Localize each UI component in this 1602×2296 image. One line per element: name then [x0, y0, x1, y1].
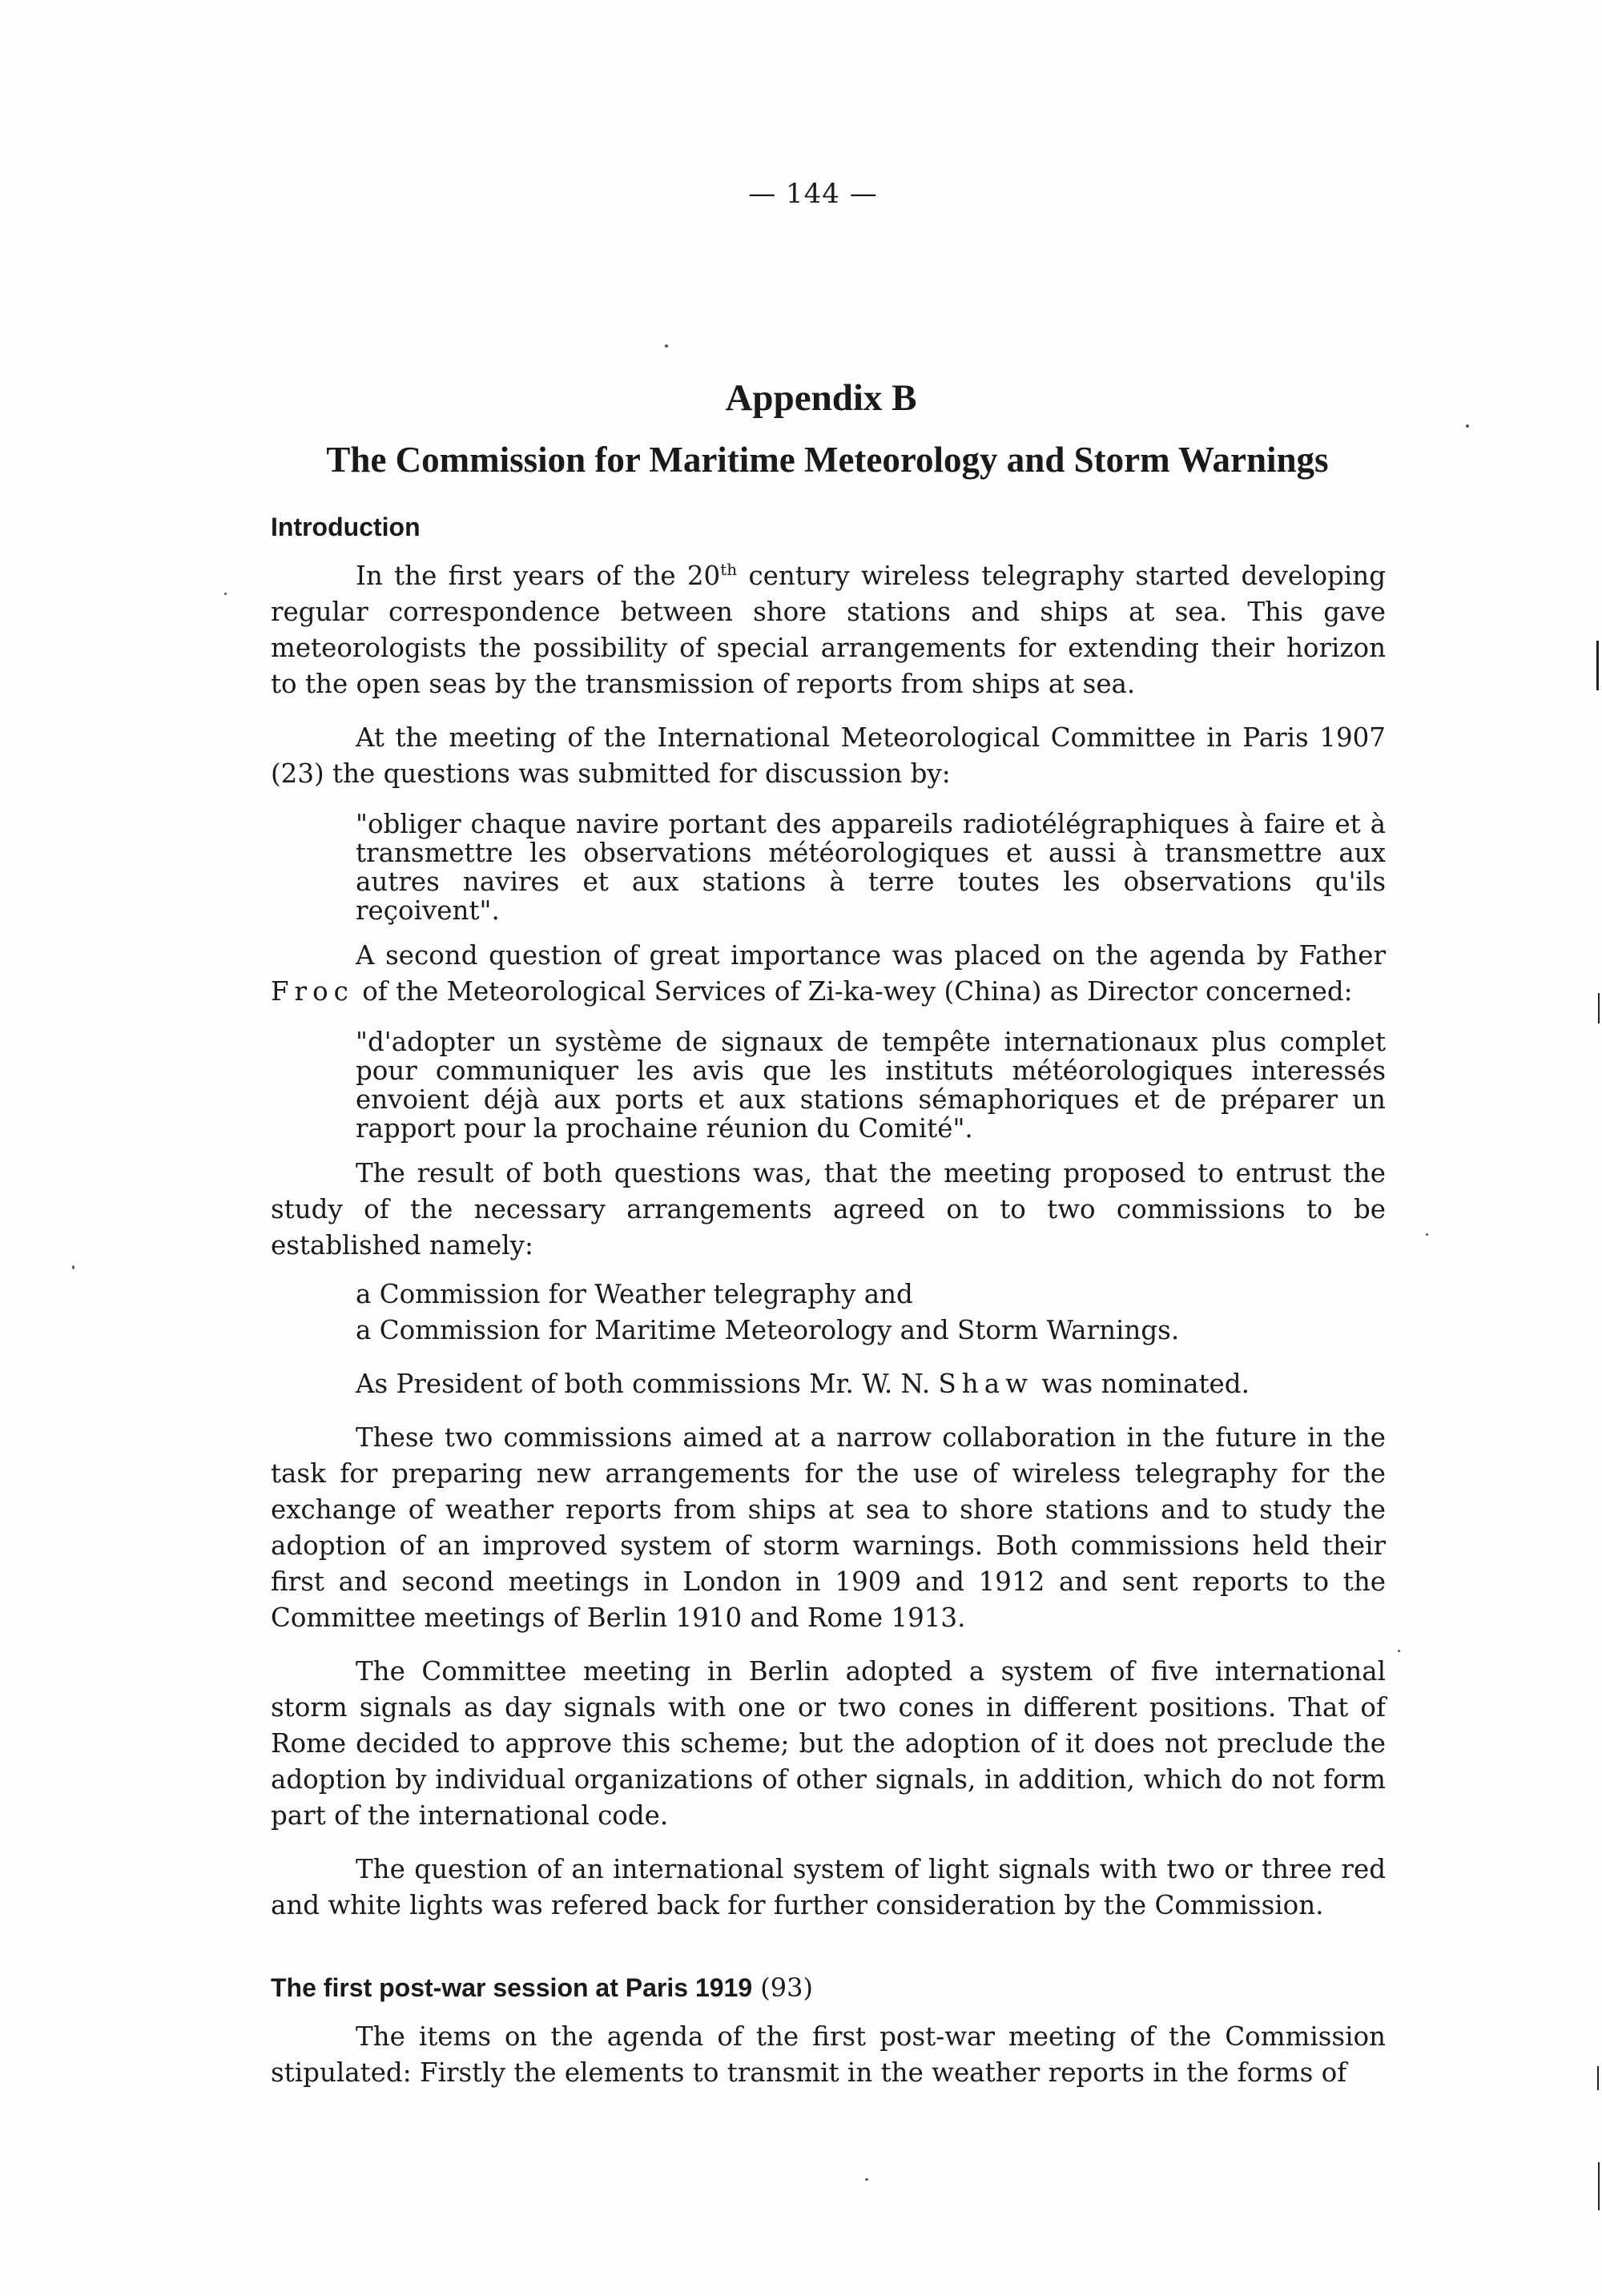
paragraph: The items on the agenda of the first post-war meeting of the Commission stipulated: Firstly the elements to transmit in the weather reports in the forms of — [271, 2021, 1386, 2088]
paragraph: The result of both questions was, that the meeting proposed to entrust the study of the necessary arrangements agreed on to two commissions to be established namely: — [271, 1158, 1386, 1261]
paragraph: These two commissions aimed at a narrow collaboration in the future in the task for preparing new arrangements for the use of wireless telegraphy for the exchange of weather reports from ships at sea to shore stations and to study the adoption of an improved system of storm warnings. Both commissions held their first and second meetings in London in 1909 and 1912 and sent reports to the Committee meetings of Berlin 1910 and Rome 1913. — [271, 1422, 1386, 1633]
person-name: Froc — [271, 976, 354, 1007]
page-number: — 144 — — [748, 178, 878, 210]
section-heading-introduction: Introduction — [271, 513, 421, 541]
paragraph: The Committee meeting in Berlin adopted a system of five international storm signals as day signals with one or two cones in different positions. That of Rome decided to approve this scheme; but the adoption of it does not preclude the adoption by individual organizations of other signals, in addition, which do not form part of the international code. — [271, 1656, 1386, 1831]
scan-speck — [865, 2178, 868, 2181]
margin-mark — [1596, 641, 1599, 690]
french-quote: "obliger chaque navire portant des appareils radiotélégraphiques à faire et à transmettre les observations météorologiques et aussi à transmettre aux autres navires et aux stations à terre toutes les observations qu'ils reçoivent". — [356, 809, 1386, 926]
paragraph: At the meeting of the International Meteorological Committee in Paris 1907 (23) the questions was submitted for discussion by: — [271, 722, 1386, 789]
paragraph: As President of both commissions Mr. W. N. Shaw was nominated. — [356, 1369, 1250, 1399]
margin-mark — [1597, 2066, 1599, 2090]
list-item: a Commission for Weather telegraphy and — [356, 1279, 913, 1309]
scan-speck — [665, 344, 668, 348]
scan-speck — [1398, 1650, 1400, 1652]
list-item: a Commission for Maritime Meteorology and Storm Warnings. — [356, 1315, 1180, 1345]
scan-speck — [1426, 1233, 1428, 1236]
body-text — [271, 509, 1386, 2091]
person-name: Shaw — [938, 1369, 1033, 1399]
scan-speck — [1466, 424, 1469, 428]
paragraph: The question of an international system of light signals with two or three red and white lights was refered back for further consideration by the Commission. — [271, 1854, 1386, 1920]
main-title: The Commission for Maritime Meteorology and Storm Warnings — [326, 440, 1329, 480]
paragraph: A second question of great importance was placed on the agenda by Father Froc of the Meteorological Services of Zi-ka-wey (China) as Director concerned: — [271, 940, 1386, 1007]
paragraph: In the first years of the 20th century wireless telegraphy started developing regular correspondence between shore stations and ships at sea. This gave meteorologists the possibility of special arrangements for extending their horizon to the open seas by the transmission of reports from ships at sea. — [271, 560, 1386, 699]
section-heading-postwar: The first post-war session at Paris 1919 (93) — [271, 1972, 813, 2003]
scan-speck — [224, 593, 227, 595]
appendix-title: Appendix B — [725, 377, 917, 419]
french-quote: "d'adopter un système de signaux de tempête internationaux plus complet pour communiquer les avis que les instituts météorologiques interessés envoient déjà aux ports et aux stations sémaphoriques et de préparer un rapport pour la prochaine réunion du Comité". — [356, 1027, 1386, 1144]
margin-mark — [1598, 2162, 1600, 2210]
margin-mark — [1598, 993, 1600, 1023]
scan-speck — [72, 1265, 74, 1269]
